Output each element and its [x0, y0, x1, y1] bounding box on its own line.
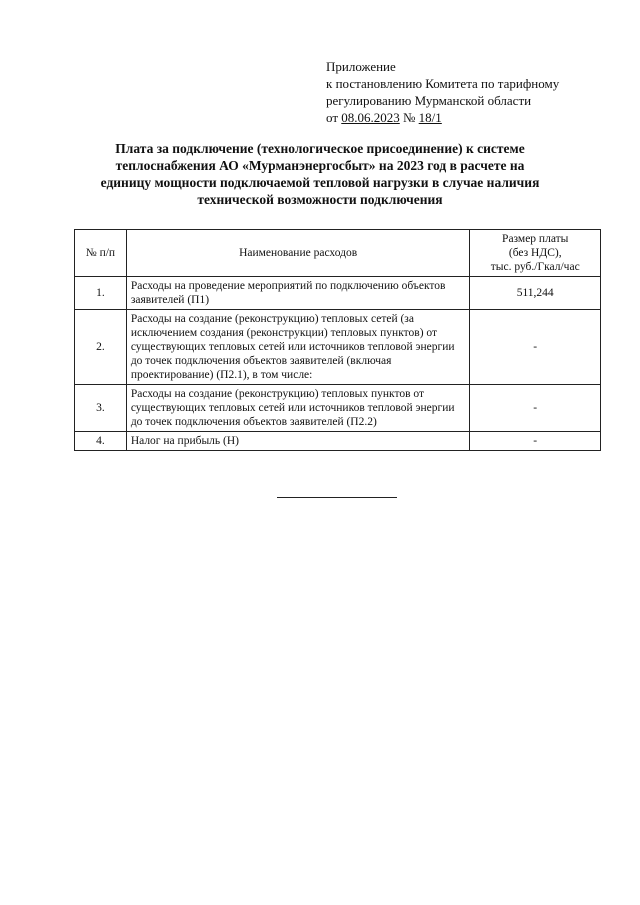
row-num: 2.: [75, 310, 127, 385]
appendix-date-line: [326, 109, 559, 126]
row-name: Расходы на создание (реконструкцию) тепловых сетей (за исключением создания (реконструкции) тепловых пунктов) от существующих тепловых сетей или источников тепловой энергии до точек подключения объектов заявителей (включая проектирование) (П2.1), в том числе:: [126, 310, 470, 385]
title-line-3: единицу мощности подключаемой тепловой нагрузки в случае наличия: [100, 175, 540, 190]
title-line-2: теплоснабжения АО «Мурманэнергосбыт» на 2023 год в расчете на: [115, 158, 525, 173]
row-name: Налог на прибыль (Н): [126, 432, 470, 451]
appendix-ref-line-1: к постановлению Комитета по тарифному: [326, 76, 560, 91]
number-prefix: №: [399, 110, 419, 125]
row-num: 3.: [75, 385, 127, 432]
row-value: -: [470, 432, 601, 451]
resolution-date: 08.06.2023: [341, 110, 400, 125]
fee-table: [74, 229, 601, 451]
row-num: 1.: [75, 277, 127, 310]
appendix-ref-line-2: регулированию Мурманской области: [326, 93, 532, 108]
header-value: [470, 230, 601, 277]
title-line-4: технической возможности подключения: [197, 192, 443, 207]
header-value-line-1: Размер платы: [502, 233, 569, 245]
row-value: 511,244: [470, 277, 601, 310]
table-row: [75, 277, 601, 310]
row-value: -: [470, 310, 601, 385]
row-name: Расходы на создание (реконструкцию) тепловых пунктов от существующих тепловых сетей или источников тепловой энергии до точек подключения объектов заявителей (П2.2): [126, 385, 470, 432]
header-value-line-2: (без НДС),: [508, 247, 562, 259]
title-line-1: Плата за подключение (технологическое присоединение) к системе: [115, 141, 525, 156]
table-row: [75, 385, 601, 432]
document-title: [70, 140, 570, 208]
appendix-label: Приложение: [326, 59, 396, 74]
date-prefix: от: [326, 110, 342, 125]
table-row: [75, 432, 601, 451]
row-name: Расходы на проведение мероприятий по подключению объектов заявителей (П1): [126, 277, 470, 310]
table-row: [75, 310, 601, 385]
header-value-line-3: тыс. руб./Гкал/час: [490, 261, 580, 273]
header-name: Наименование расходов: [126, 230, 470, 277]
appendix-header: [326, 58, 559, 126]
table-header-row: [75, 230, 601, 277]
header-num: № п/п: [75, 230, 127, 277]
row-num: 4.: [75, 432, 127, 451]
resolution-number: 18/1: [418, 110, 442, 125]
row-value: -: [470, 385, 601, 432]
closing-rule: [277, 497, 397, 498]
